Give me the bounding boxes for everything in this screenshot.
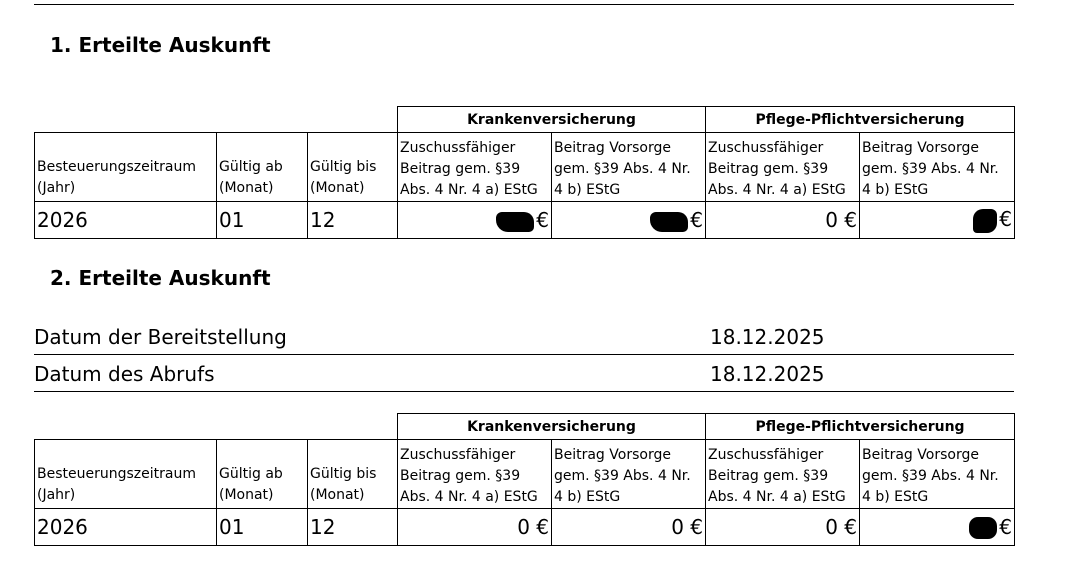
column-header-row xyxy=(35,133,1015,202)
info-row-bereitstellung xyxy=(34,318,1014,355)
cell-kv-zuschussfaehig: 0 € xyxy=(398,509,552,546)
cell-year: 2026 xyxy=(35,202,217,239)
group-krankenversicherung: Krankenversicherung xyxy=(398,414,706,440)
column-header-row xyxy=(35,440,1015,509)
group-header-row xyxy=(35,414,1015,440)
top-divider xyxy=(34,4,1014,5)
info-value: 18.12.2025 xyxy=(710,325,825,349)
section2-title: 2. Erteilte Auskunft xyxy=(50,266,271,290)
redaction-mark xyxy=(650,212,688,232)
header-pv-zuschussfaehig: Zuschussfähiger Beitrag gem. §39 Abs. 4 Nr. 4 a) EStG xyxy=(706,440,860,509)
header-besteuerungszeitraum: Besteuerungszeitraum (Jahr) xyxy=(35,133,217,202)
table-row xyxy=(35,509,1015,546)
section2-table xyxy=(34,413,1015,546)
header-kv-vorsorge: Beitrag Vorsorge gem. §39 Abs. 4 Nr. 4 b) EStG xyxy=(552,440,706,509)
cell-to: 12 xyxy=(308,202,398,239)
section1-table xyxy=(34,106,1015,239)
info-label: Datum des Abrufs xyxy=(34,362,215,386)
info-label: Datum der Bereitstellung xyxy=(34,325,287,349)
header-kv-vorsorge: Beitrag Vorsorge gem. §39 Abs. 4 Nr. 4 b) EStG xyxy=(552,133,706,202)
cell-from: 01 xyxy=(217,509,308,546)
cell-kv-zuschussfaehig: € xyxy=(398,202,552,239)
header-gueltig-bis: Gültig bis (Monat) xyxy=(308,440,398,509)
header-besteuerungszeitraum: Besteuerungszeitraum (Jahr) xyxy=(35,440,217,509)
cell-pv-zuschussfaehig: 0 € xyxy=(706,202,860,239)
redaction-mark xyxy=(496,212,534,232)
cell-kv-vorsorge: 0 € xyxy=(552,509,706,546)
cell-to: 12 xyxy=(308,509,398,546)
header-pv-vorsorge: Beitrag Vorsorge gem. §39 Abs. 4 Nr. 4 b) EStG xyxy=(860,133,1015,202)
cell-pv-vorsorge: € xyxy=(860,202,1015,239)
info-row-abruf xyxy=(34,355,1014,392)
header-kv-zuschussfaehig: Zuschussfähiger Beitrag gem. §39 Abs. 4 Nr. 4 a) EStG xyxy=(398,133,552,202)
header-kv-zuschussfaehig: Zuschussfähiger Beitrag gem. §39 Abs. 4 Nr. 4 a) EStG xyxy=(398,440,552,509)
header-pv-vorsorge: Beitrag Vorsorge gem. §39 Abs. 4 Nr. 4 b) EStG xyxy=(860,440,1015,509)
cell-pv-vorsorge: € xyxy=(860,509,1015,546)
group-pflege-pflichtversicherung: Pflege-Pflichtversicherung xyxy=(706,107,1015,133)
cell-year: 2026 xyxy=(35,509,217,546)
cell-pv-zuschussfaehig: 0 € xyxy=(706,509,860,546)
header-pv-zuschussfaehig: Zuschussfähiger Beitrag gem. §39 Abs. 4 Nr. 4 a) EStG xyxy=(706,133,860,202)
header-gueltig-ab: Gültig ab (Monat) xyxy=(217,133,308,202)
group-krankenversicherung: Krankenversicherung xyxy=(398,107,706,133)
group-header-row xyxy=(35,107,1015,133)
table-row xyxy=(35,202,1015,239)
cell-from: 01 xyxy=(217,202,308,239)
info-value: 18.12.2025 xyxy=(710,362,825,386)
header-gueltig-bis: Gültig bis (Monat) xyxy=(308,133,398,202)
section1-title: 1. Erteilte Auskunft xyxy=(50,33,271,57)
group-pflege-pflichtversicherung: Pflege-Pflichtversicherung xyxy=(706,414,1015,440)
header-gueltig-ab: Gültig ab (Monat) xyxy=(217,440,308,509)
cell-kv-vorsorge: € xyxy=(552,202,706,239)
redaction-mark xyxy=(969,517,997,539)
redaction-mark xyxy=(973,209,997,233)
